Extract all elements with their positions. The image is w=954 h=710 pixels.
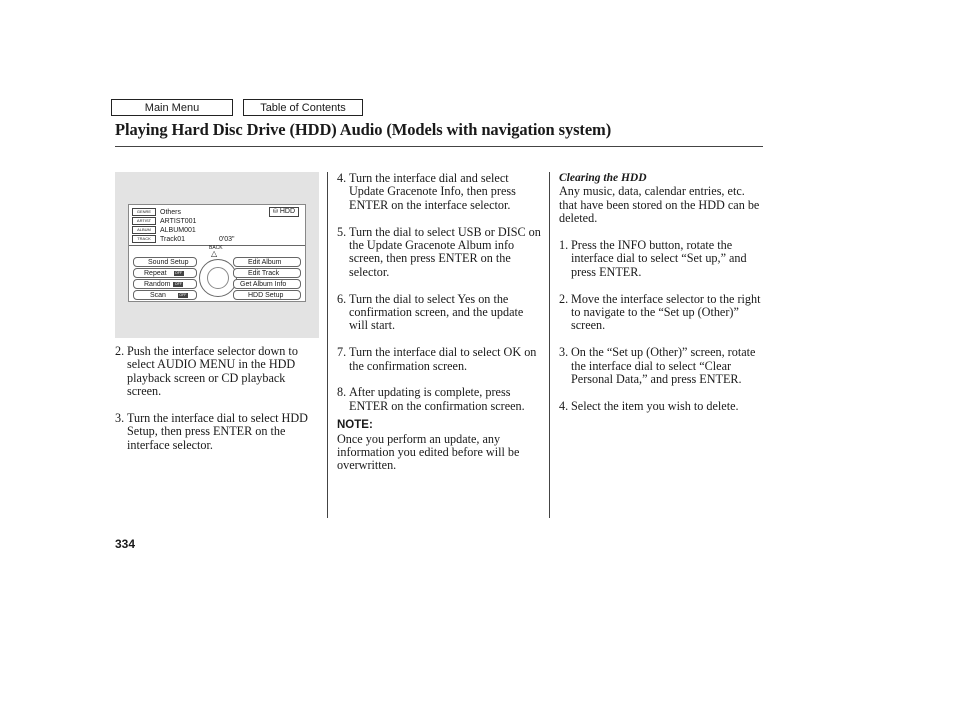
play-time: 0'03"	[218, 235, 235, 243]
step-number: 5.	[337, 224, 347, 239]
clear-step-4	[559, 400, 763, 413]
screen-row-track	[132, 235, 235, 243]
step-number: 3.	[115, 411, 125, 426]
section-intro: Any music, data, calendar entries, etc. that have been stored on the HDD can be deleted.	[559, 184, 760, 226]
screen-row-artist	[132, 217, 196, 225]
step-number: 3.	[559, 345, 569, 360]
clear-step-2	[559, 293, 763, 333]
step-2	[115, 345, 321, 399]
page-title: Playing Hard Disc Drive (HDD) Audio (Models with navigation system)	[115, 120, 612, 139]
menu-edit-track[interactable]: Edit Track	[233, 268, 301, 278]
clear-step-3	[559, 346, 763, 386]
step-text: Turn the interface dial to select OK on the confirmation screen.	[349, 345, 537, 373]
column-3	[559, 172, 763, 427]
step-number: 7.	[337, 345, 347, 360]
column-2	[337, 172, 543, 473]
menu-get-album-info[interactable]: Get Album Info	[233, 279, 301, 289]
hdd-disc-icon: ⛁	[272, 209, 278, 215]
step-number: 1.	[559, 238, 569, 253]
random-off-icon: OFF	[174, 281, 182, 286]
step-text: Turn the interface dial to select HDD Setup, then press ENTER on the interface selector.	[127, 411, 308, 452]
step-number: 6.	[337, 291, 347, 306]
source-label: HDD	[279, 208, 295, 215]
scan-label: Scan	[150, 292, 166, 299]
step-3	[115, 412, 321, 452]
main-menu-button[interactable]: Main Menu	[111, 99, 233, 116]
step-4	[337, 172, 543, 212]
album-tag: ALBUM	[132, 226, 156, 234]
navigation-screen	[128, 204, 306, 302]
step-number: 2.	[559, 291, 569, 306]
repeat-off-icon: OFF	[175, 270, 183, 275]
genre-tag: GENRE	[132, 208, 156, 216]
step-text: Turn the interface dial and select Update Gracenote Info, then press ENTER on the interface selector.	[349, 171, 516, 212]
step-number: 4.	[337, 171, 347, 185]
step-8	[337, 386, 543, 413]
section-heading: Clearing the HDD	[559, 172, 647, 184]
page-number: 334	[115, 537, 136, 551]
menu-repeat[interactable]	[133, 268, 197, 278]
step-text: Push the interface selector down to select AUDIO MENU in the HDD playback screen or CD playback screen.	[127, 344, 298, 399]
step-text: Turn the dial to select Yes on the confirmation screen, and the update will start.	[349, 291, 524, 333]
artist-value: ARTIST001	[160, 217, 197, 225]
step-number: 4.	[559, 398, 569, 413]
menu-hdd-setup[interactable]: HDD Setup	[233, 290, 301, 300]
step-7	[337, 346, 543, 373]
clear-step-1	[559, 239, 763, 279]
album-value: ALBUM001	[160, 226, 196, 234]
column-1	[115, 345, 321, 466]
step-text: On the “Set up (Other)” screen, rotate the interface dial to select “Clear Personal Data,” and press ENTER.	[571, 345, 756, 387]
column-divider	[549, 172, 550, 518]
step-6	[337, 293, 543, 333]
step-5	[337, 226, 543, 280]
source-indicator	[269, 207, 299, 217]
track-tag: TRACK	[132, 235, 156, 243]
step-text: Move the interface selector to the right to navigate to the “Set up (Other)” screen.	[571, 291, 761, 333]
random-label: Random	[144, 281, 171, 288]
step-text: Turn the dial to select USB or DISC on the Update Gracenote Album info screen, then press ENTER on the selector.	[349, 224, 541, 279]
up-arrow-icon: △	[211, 249, 218, 258]
step-number: 8.	[337, 385, 347, 400]
genre-value: Others	[160, 208, 182, 216]
menu-sound-setup[interactable]: Sound Setup	[133, 257, 197, 267]
hdd-screen-illustration	[115, 172, 319, 338]
interface-dial-icon	[199, 259, 237, 297]
track-value: Track01	[160, 235, 186, 243]
artist-tag: ARTIST	[132, 217, 156, 225]
note-label: NOTE:	[337, 419, 373, 432]
screen-row-genre	[132, 208, 181, 216]
note-text: Once you perform an update, any information you edited before will be overwritten.	[337, 431, 520, 473]
table-of-contents-button[interactable]: Table of Contents	[243, 99, 363, 116]
screen-row-album	[132, 226, 196, 234]
step-text: After updating is complete, press ENTER on the confirmation screen.	[349, 385, 525, 413]
menu-random[interactable]	[133, 279, 197, 289]
back-label: BACK	[209, 245, 223, 251]
column-divider	[327, 172, 328, 518]
step-number: 2.	[115, 344, 125, 358]
menu-edit-album[interactable]: Edit Album	[233, 257, 301, 267]
menu-scan[interactable]	[133, 290, 197, 300]
repeat-label: Repeat	[144, 270, 167, 277]
step-text: Press the INFO button, rotate the interface dial to select “Set up,” and press ENTER.	[571, 238, 747, 279]
title-rule	[115, 146, 763, 147]
scan-off-icon: OFF	[179, 292, 187, 297]
step-text: Select the item you wish to delete.	[571, 398, 739, 413]
